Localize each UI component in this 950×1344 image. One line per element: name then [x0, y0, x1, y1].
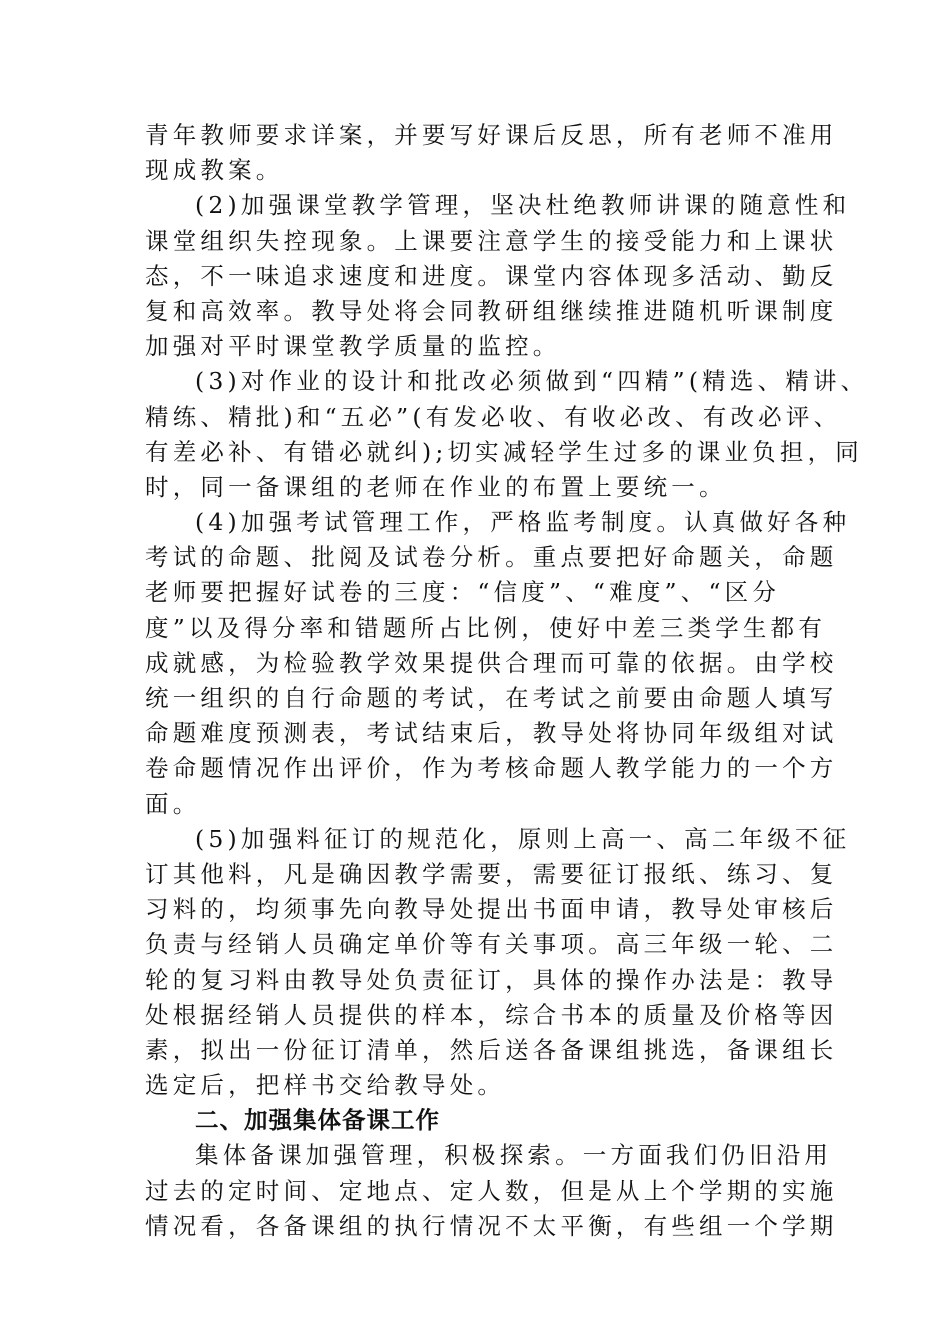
text-line: 精练、精批)和“五必”(有发必收、有收必改、有改必评、: [145, 402, 842, 431]
text-line: 老师要把握好试卷的三度：“信度”、“难度”、“区分: [145, 578, 781, 607]
text-line: 轮的复习料由教导处负责征订，具体的操作办法是：教导: [145, 965, 838, 994]
text-line: 复和高效率。教导处将会同教研组继续推进随机听课制度: [145, 296, 838, 325]
text-line: 集体备课加强管理，积极探索。一方面我们仍旧沿用: [195, 1141, 833, 1170]
text-line: 统一组织的自行命题的考试，在考试之前要由命题人填写: [145, 684, 838, 712]
text-line: 情况看，各备课组的执行情况不太平衡，有些组一个学期: [145, 1211, 838, 1240]
paragraph-classroom-management: [145, 188, 851, 364]
text-line: 面。: [145, 789, 201, 818]
text-line: 处根据经销人员提供的样本，综合书本的质量及价格等因: [145, 1000, 838, 1029]
section-heading: [145, 1103, 809, 1138]
text-line: 现成教案。: [145, 156, 284, 185]
text-line: 态，不一味追求速度和进度。课堂内容体现多活动、勤反: [145, 261, 838, 290]
text-line: (5)加强料征订的规范化，原则上高一、高二年级不征: [195, 824, 851, 853]
section-title: 二、加强集体备课工作: [195, 1106, 440, 1135]
text-line: 有差必补、有错必就纠);切实减轻学生过多的课业负担，同: [145, 437, 863, 466]
paragraph-lesson-plans: [145, 118, 838, 188]
text-line: 时，同一备课组的老师在作业的布置上要统一。: [145, 472, 727, 501]
paragraph-homework: [145, 364, 869, 505]
text-line: 考试的命题、批阅及试卷分析。重点要把好命题关，命题: [145, 543, 838, 572]
paragraph-exam-management: [145, 505, 851, 822]
text-line: 度”以及得分率和错题所占比例，使好中差三类学生都有: [145, 613, 827, 642]
text-line: 卷命题情况作出评价，作为考核命题人教学能力的一个方: [145, 754, 838, 783]
text-line: (4)加强考试管理工作，严格监考制度。认真做好各种: [195, 508, 851, 537]
text-line: (3)对作业的设计和批改必须做到“四精”(精选、精讲、: [195, 367, 869, 396]
text-line: 过去的定时间、定地点、定人数，但是从上个学期的实施: [145, 1176, 838, 1205]
text-line: (2)加强课堂教学管理，坚决杜绝教师讲课的随意性和: [195, 191, 851, 220]
text-line: 课堂组织失控现象。上课要注意学生的接受能力和上课状: [145, 226, 838, 255]
document-page: [145, 118, 869, 1244]
text-line: 素，拟出一份征订清单，然后送各备课组挑选，备课组长: [145, 1035, 838, 1064]
paragraph-material-ordering: [145, 822, 851, 1104]
text-line: 命题难度预测表，考试结束后，教导处将协同年级组对试: [145, 719, 838, 748]
text-line: 加强对平时课堂教学质量的监控。: [145, 332, 561, 361]
text-line: 订其他料，凡是确因教学需要，需要征订报纸、练习、复: [145, 859, 838, 888]
text-line: 成就感，为检验教学效果提供合理而可靠的依据。由学校: [145, 648, 838, 677]
text-line: 青年教师要求详案，并要写好课后反思，所有老师不准用: [145, 121, 838, 149]
text-line: 选定后，把样书交给教导处。: [145, 1071, 506, 1100]
text-line: 负责与经销人员确定单价等有关事项。高三年级一轮、二: [145, 930, 838, 959]
text-line: 习料的，均须事先向教导处提出书面申请，教导处审核后: [145, 895, 838, 924]
paragraph-collective-lesson-prep: [145, 1138, 838, 1244]
